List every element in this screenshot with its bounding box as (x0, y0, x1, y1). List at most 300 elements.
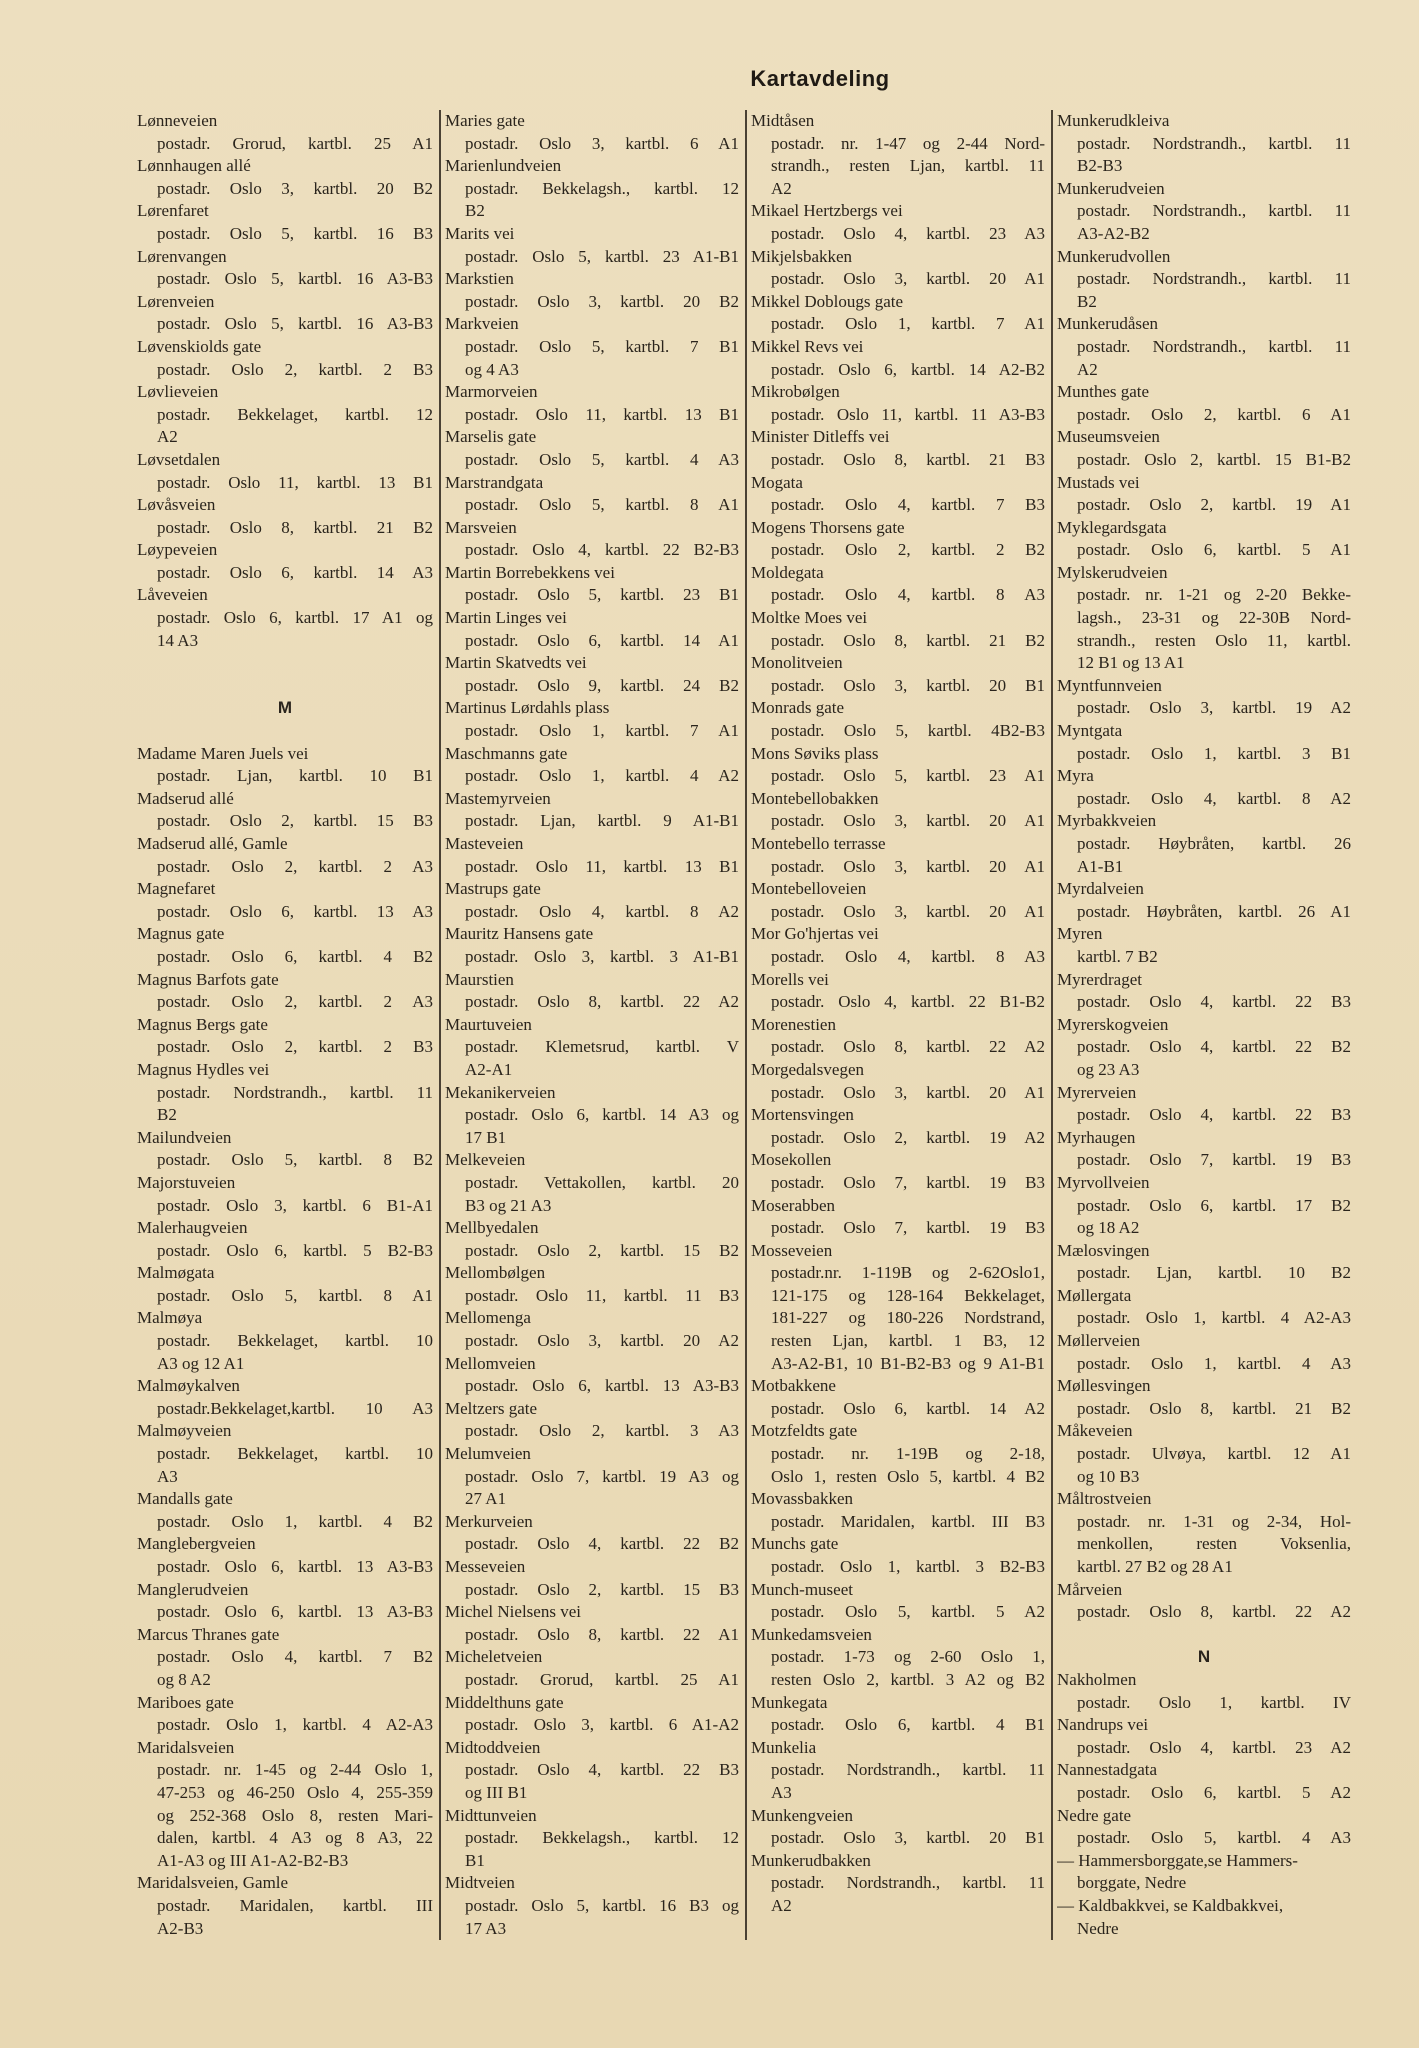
street-detail: postadr. Oslo 3, kartbl. 20 A1 (771, 269, 1045, 289)
street-detail: postadr. Oslo 6, kartbl. 14 A3 (157, 562, 433, 582)
street-detail: postadr. Bekkelaget, kartbl. 12 (157, 404, 433, 424)
street-detail: postadr. Oslo 8, kartbl. 21 B2 (771, 630, 1045, 650)
street-name: Mellomenga (445, 1308, 531, 1328)
street-name: Nedre gate (1057, 1805, 1132, 1825)
street-name: Midttunveien (445, 1805, 537, 1825)
street-name: Melkeveien (445, 1150, 526, 1170)
street-name: Munkerudvollen (1057, 246, 1171, 266)
street-detail: postadr.Bekkelaget,kartbl. 10 A3 (157, 1398, 433, 1418)
street-detail: postadr. Oslo 4, kartbl. 8 A2 (1077, 788, 1351, 808)
street-detail: postadr. Oslo 6, kartbl. 13 A3-B3 (157, 1557, 433, 1576)
street-detail: postadr. Oslo 3, kartbl. 20 B1 (771, 1828, 1045, 1848)
street-detail: postadr. Oslo 2, kartbl. 15 B1-B2 (1077, 449, 1351, 469)
street-name: Myren (1057, 924, 1103, 944)
street-name: Løvlieveien (137, 382, 219, 402)
street-name: Mosseveien (751, 1240, 833, 1260)
street-detail: postadr. Oslo 2, kartbl. 19 A1 (1077, 495, 1351, 515)
street-name: Maries gate (445, 111, 525, 130)
street-detail: A3-A2-B1, 10 B1-B2-B3 og 9 A1-B1 (771, 1353, 1045, 1373)
street-detail: A3 (157, 1466, 178, 1486)
street-detail: postadr. Oslo 4, kartbl. 23 A3 (771, 223, 1045, 243)
street-name: Mogens Thorsens gate (751, 517, 905, 537)
street-name: Martinus Lørdahls plass (445, 698, 610, 718)
street-name: Mellbyedalen (445, 1218, 539, 1238)
street-name: Myra (1057, 766, 1094, 786)
street-detail: postadr. Ulvøya, kartbl. 12 A1 (1077, 1444, 1351, 1464)
street-name: Mauritz Hansens gate (445, 924, 594, 944)
street-name: Movassbakken (751, 1489, 853, 1509)
street-detail: postadr. Oslo 2, kartbl. 3 A3 (465, 1421, 739, 1441)
street-name: Markveien (445, 314, 519, 334)
street-detail: postadr. Oslo 5, kartbl. 5 A2 (771, 1602, 1045, 1622)
street-detail: postadr. Oslo 8, kartbl. 21 B2 (1077, 1398, 1351, 1418)
street-name: Myrvollveien (1057, 1172, 1150, 1192)
street-detail: postadr. Oslo 1, kartbl. 3 B1 (1077, 743, 1351, 763)
street-name: Møllergata (1057, 1285, 1132, 1305)
street-detail: postadr. Nordstrandh., kartbl. 11 (771, 1760, 1045, 1780)
street-detail: postadr. 1-73 og 2-60 Oslo 1, (771, 1647, 1045, 1667)
street-detail: menkollen, resten Voksenlia, (1077, 1534, 1351, 1554)
column-1 (133, 110, 439, 1940)
street-name: Maschmanns gate (445, 743, 568, 763)
street-detail: postadr. Oslo 3, kartbl. 20 A1 (771, 811, 1045, 831)
street-detail: B2-B3 (1077, 156, 1123, 176)
street-detail: postadr. Oslo 6, kartbl. 13 A3 (157, 901, 433, 921)
street-name: Mustads vei (1057, 472, 1140, 492)
street-detail: postadr. Oslo 7, kartbl. 19 B3 (771, 1218, 1045, 1238)
street-detail: postadr. Oslo 3, kartbl. 20 B2 (465, 291, 739, 311)
street-name: Marstrandgata (445, 472, 544, 492)
street-detail: postadr. Grorud, kartbl. 25 A1 (465, 1669, 739, 1689)
street-name: — Hammersborggate,se Hammers- (1057, 1850, 1298, 1870)
street-detail: postadr. Oslo 5, kartbl. 16 B3 (157, 223, 433, 243)
street-name: Magnefaret (137, 879, 216, 899)
street-detail: postadr. Oslo 4, kartbl. 22 B2 (465, 1534, 739, 1554)
street-name: Manglebergveien (137, 1534, 256, 1554)
street-detail: postadr. Oslo 4, kartbl. 22 B2 (1077, 1037, 1351, 1057)
street-detail: postadr. Oslo 5, kartbl. 16 A3-B3 (157, 269, 433, 289)
street-detail: postadr. Oslo 3, kartbl. 19 A2 (1077, 698, 1351, 718)
street-detail: postadr. Oslo 6, kartbl. 14 A1 (465, 630, 739, 650)
street-name: Myntfunnveien (1057, 675, 1162, 695)
street-detail: postadr. Oslo 11, kartbl. 11 B3 (465, 1285, 739, 1305)
street-detail: postadr. Nordstrandh., kartbl. 11 (1077, 201, 1351, 221)
street-detail: postadr. Oslo 5, kartbl. 8 B2 (157, 1150, 433, 1170)
street-detail: postadr. Oslo 2, kartbl. 15 B3 (465, 1579, 739, 1599)
street-detail: postadr. nr. 1-21 og 2-20 Bekke- (1077, 585, 1351, 605)
street-detail: postadr. Nordstrandh., kartbl. 11 (1077, 133, 1351, 153)
street-detail: postadr. Bekkelagsh., kartbl. 12 (465, 1828, 739, 1848)
street-name: Malmøya (137, 1308, 203, 1328)
street-detail: postadr. Oslo 1, kartbl. 4 A2 (465, 766, 739, 786)
street-name: Morells vei (751, 969, 829, 989)
street-name: Marmorveien (445, 382, 538, 402)
street-detail: borggate, Nedre (1077, 1873, 1187, 1893)
street-detail: postadr. Grorud, kartbl. 25 A1 (157, 133, 433, 153)
street-name: Martin Borrebekkens vei (445, 562, 615, 582)
street-detail: postadr. Oslo 7, kartbl. 19 B3 (771, 1172, 1045, 1192)
street-detail: postadr. Oslo 11, kartbl. 11 A3-B3 (771, 404, 1045, 424)
street-detail: postadr. Oslo 1, kartbl. 4 A3 (1077, 1353, 1351, 1373)
street-detail: postadr. Oslo 5, kartbl. 8 A1 (157, 1285, 433, 1305)
street-detail: B2 (157, 1105, 177, 1125)
street-detail: postadr. Oslo 1, kartbl. 7 A1 (771, 314, 1045, 334)
street-detail: postadr. Oslo 2, kartbl. 2 A3 (157, 856, 433, 876)
street-detail: postadr. Oslo 4, kartbl. 7 B2 (157, 1647, 433, 1667)
street-name: Låveveien (137, 585, 208, 605)
street-index-columns (133, 110, 1363, 1940)
street-name: Midtveien (445, 1873, 515, 1893)
street-name: Lørenveien (137, 291, 215, 311)
street-detail: B1 (465, 1850, 485, 1870)
street-name: Nannestadgata (1057, 1760, 1158, 1780)
street-name: Manglerudveien (137, 1579, 249, 1599)
street-name: Monrads gate (751, 698, 845, 718)
page-header: Kartavdeling (750, 66, 890, 91)
street-detail: postadr. Oslo 5, kartbl. 7 B1 (465, 336, 739, 356)
street-detail: postadr. Oslo 2, kartbl. 2 A3 (157, 992, 433, 1012)
street-detail: postadr. Ljan, kartbl. 9 A1-B1 (465, 811, 739, 831)
street-name: Måltrostveien (1057, 1489, 1152, 1509)
street-name: Michel Nielsens vei (445, 1602, 581, 1622)
street-name: Mons Søviks plass (751, 743, 879, 763)
column-2 (439, 110, 745, 1940)
street-name: Montebello terrasse (751, 834, 886, 853)
street-detail: A3 (771, 1782, 792, 1802)
street-name: Munthes gate (1057, 382, 1150, 402)
street-detail: postadr. Oslo 4, kartbl. 23 A2 (1077, 1737, 1351, 1757)
street-name: Nandrups vei (1057, 1715, 1149, 1735)
street-name: Malmøgata (137, 1263, 215, 1283)
street-detail: 17 B1 (465, 1127, 507, 1147)
street-detail: og 4 A3 (465, 359, 519, 379)
street-name: Mor Go'hjertas vei (751, 924, 879, 944)
street-name: Midtoddveien (445, 1737, 541, 1757)
street-name: Mekanikerveien (445, 1082, 556, 1102)
street-name: Mogata (751, 472, 803, 492)
street-detail: postadr. Bekkelaget, kartbl. 10 (157, 1444, 433, 1464)
street-detail: postadr. Bekkelaget, kartbl. 10 (157, 1331, 433, 1351)
street-detail: B3 og 21 A3 (465, 1195, 552, 1215)
street-name: Munkerudkleiva (1057, 111, 1170, 130)
street-detail: postadr. Høybråten, kartbl. 26 A1 (1077, 901, 1351, 921)
street-detail: 17 A3 (465, 1918, 507, 1938)
street-name: Møllesvingen (1057, 1376, 1151, 1396)
street-name: Magnus Hydles vei (137, 1059, 270, 1079)
street-name: Mastrups gate (445, 879, 541, 899)
street-name: Møllerveien (1057, 1331, 1141, 1351)
street-detail: postadr. Oslo 4, kartbl. 22 B3 (1077, 1105, 1351, 1125)
street-detail: postadr. Klemetsrud, kartbl. V (465, 1037, 739, 1057)
street-name: Myrbakkveien (1057, 811, 1157, 831)
street-name: Morgedalsvegen (751, 1059, 864, 1079)
street-detail: postadr. Oslo 2, kartbl. 15 B2 (465, 1240, 739, 1260)
street-name: Munkerudbakken (751, 1850, 871, 1870)
street-detail: postadr. Oslo 6, kartbl. 13 A3-B3 (157, 1602, 433, 1622)
street-detail: postadr. Oslo 3, kartbl. 20 A1 (771, 1082, 1045, 1102)
street-name: Mailundveien (137, 1127, 232, 1147)
street-name: Magnus gate (137, 924, 225, 944)
street-name: Malmøykalven (137, 1376, 240, 1396)
street-detail: og III B1 (465, 1782, 528, 1802)
street-detail: A3 og 12 A1 (157, 1353, 245, 1373)
street-detail: 14 A3 (157, 630, 199, 650)
street-detail: postadr. nr. 1-19B og 2-18, (771, 1444, 1045, 1464)
street-detail: postadr. Oslo 6, kartbl. 5 B2-B3 (157, 1240, 433, 1260)
street-name: Martin Skatvedts vei (445, 653, 587, 673)
street-name: Mikkel Doblougs gate (751, 291, 904, 311)
street-detail: og 23 A3 (1077, 1059, 1140, 1079)
street-name: Maurtuveien (445, 1014, 532, 1034)
street-detail: postadr. Oslo 1, kartbl. 7 A1 (465, 721, 739, 741)
street-detail: postadr. Oslo 9, kartbl. 24 B2 (465, 675, 739, 695)
street-detail: B2 (1077, 291, 1097, 311)
street-detail: postadr. Oslo 11, kartbl. 13 B1 (465, 404, 739, 424)
street-name: Mælosvingen (1057, 1240, 1150, 1260)
street-name: Munkerudåsen (1057, 314, 1159, 334)
street-name: Messeveien (445, 1557, 526, 1576)
street-name: Motbakkene (751, 1376, 836, 1396)
street-name: Martin Linges vei (445, 608, 567, 628)
street-detail: postadr. Oslo 5, kartbl. 16 A3-B3 (157, 314, 433, 334)
street-detail: postadr. Høybråten, kartbl. 26 (1077, 834, 1351, 853)
street-detail: postadr. nr. 1-45 og 2-44 Oslo 1, (157, 1760, 433, 1780)
street-name: — Kaldbakkvei, se Kaldbakkvei, (1057, 1895, 1284, 1915)
street-name: Myrerveien (1057, 1082, 1137, 1102)
street-detail: postadr. Oslo 4, kartbl. 22 B3 (465, 1760, 739, 1780)
street-detail: A2 (1077, 359, 1098, 379)
street-detail: A2-B3 (157, 1918, 204, 1938)
street-detail: postadr. Oslo 1, kartbl. 4 A2-A3 (157, 1715, 433, 1735)
street-detail: resten Ljan, kartbl. 1 B3, 12 (771, 1331, 1045, 1351)
street-name: Magnus Bergs gate (137, 1014, 268, 1034)
street-name: Middelthuns gate (445, 1692, 564, 1712)
street-name: Moltke Moes vei (751, 608, 868, 628)
street-detail: postadr. Maridalen, kartbl. III (157, 1895, 433, 1915)
street-detail: postadr. Oslo 1, kartbl. 4 B2 (157, 1511, 433, 1531)
street-detail: postadr. Oslo 8, kartbl. 22 A2 (465, 992, 739, 1012)
street-detail: postadr. Oslo 5, kartbl. 23 A1 (771, 766, 1045, 786)
street-detail: postadr. Oslo 5, kartbl. 4 A3 (465, 449, 739, 469)
street-name: Maridalsveien, Gamle (137, 1873, 289, 1893)
street-name: Mariboes gate (137, 1692, 234, 1712)
street-detail: postadr. Oslo 3, kartbl. 20 B1 (771, 675, 1045, 695)
street-detail: postadr. Oslo 2, kartbl. 2 B3 (157, 1037, 433, 1057)
street-detail: postadr. Oslo 11, kartbl. 13 B1 (465, 856, 739, 876)
street-name: Munkedamsveien (751, 1624, 872, 1644)
street-name: Myrdalveien (1057, 879, 1144, 899)
street-name: Midtåsen (751, 111, 815, 130)
spacer (137, 675, 433, 698)
street-name: Magnus Barfots gate (137, 969, 279, 989)
street-detail: postadr. Oslo 7, kartbl. 19 B3 (1077, 1150, 1351, 1170)
street-name: Munkengveien (751, 1805, 853, 1825)
street-detail: postadr. Oslo 8, kartbl. 22 A2 (771, 1037, 1045, 1057)
street-name: Lønneveien (137, 111, 218, 130)
street-name: Malerhaugveien (137, 1218, 248, 1238)
street-name: Museumsveien (1057, 427, 1160, 447)
street-name: Myrhaugen (1057, 1127, 1136, 1147)
street-detail: dalen, kartbl. 4 A3 og 8 A3, 22 (157, 1828, 433, 1848)
street-name: Masteveien (445, 834, 524, 853)
street-name: Monolitveien (751, 653, 843, 673)
street-detail: postadr. Ljan, kartbl. 10 B1 (157, 766, 433, 786)
street-name: Munkelia (751, 1737, 817, 1757)
street-name: Mellombølgen (445, 1263, 546, 1283)
street-detail: Nedre (1077, 1918, 1119, 1938)
street-detail: postadr.nr. 1-119B og 2-62Oslo1, (771, 1263, 1045, 1283)
street-detail: postadr. Oslo 3, kartbl. 20 A1 (771, 901, 1045, 921)
street-name: Morenestien (751, 1014, 836, 1034)
street-detail: A2 (771, 1895, 792, 1915)
street-name: Løvsetdalen (137, 449, 221, 469)
street-detail: postadr. Oslo 3, kartbl. 6 B1-A1 (157, 1195, 433, 1215)
street-name: Maridalsveien (137, 1737, 235, 1757)
street-detail: postadr. Oslo 8, kartbl. 22 A2 (1077, 1602, 1351, 1622)
street-detail: lagsh., 23-31 og 22-30B Nord- (1077, 608, 1351, 628)
street-detail: B2 (465, 201, 485, 221)
street-name: Marcus Thranes gate (137, 1624, 280, 1644)
street-detail: postadr. Vettakollen, kartbl. 20 (465, 1172, 739, 1192)
street-detail: postadr. Oslo 4, kartbl. 22 B3 (1077, 992, 1351, 1012)
street-detail: postadr. Oslo 7, kartbl. 19 A3 og (465, 1466, 739, 1486)
section-letter: M (277, 698, 293, 718)
street-detail: postadr. Oslo 8, kartbl. 22 A1 (465, 1624, 739, 1644)
street-name: Lørenfaret (137, 201, 209, 221)
street-name: Myklegardsgata (1057, 517, 1167, 537)
street-name: Myrerskogveien (1057, 1014, 1169, 1034)
street-name: Moserabben (751, 1195, 836, 1215)
street-name: Løvenskiolds gate (137, 336, 262, 356)
street-name: Montebellobakken (751, 788, 879, 808)
street-detail: postadr. Oslo 6, kartbl. 14 A2-B2 (771, 359, 1045, 379)
street-name: Motzfeldts gate (751, 1421, 858, 1441)
spacer (137, 652, 433, 675)
street-detail: A2-A1 (465, 1059, 513, 1079)
street-name: Meltzers gate (445, 1398, 538, 1418)
street-detail: og 8 A2 (157, 1669, 211, 1689)
street-detail: postadr. Oslo 8, kartbl. 21 B2 (157, 517, 433, 537)
street-detail: postadr. Ljan, kartbl. 10 B2 (1077, 1263, 1351, 1283)
street-detail: 121-175 og 128-164 Bekkelaget, (771, 1285, 1045, 1305)
street-detail: postadr. Oslo 2, kartbl. 2 B2 (771, 540, 1045, 560)
street-name: Majorstuveien (137, 1172, 236, 1192)
street-name: Lørenvangen (137, 246, 227, 266)
street-detail: postadr. Oslo 6, kartbl. 5 A2 (1077, 1782, 1351, 1802)
street-name: Malmøyveien (137, 1421, 232, 1441)
street-name: Mikjelsbakken (751, 246, 853, 266)
street-detail: og 252-368 Oslo 8, resten Mari- (157, 1805, 433, 1825)
street-detail: postadr. Oslo 5, kartbl. 4 A3 (1077, 1828, 1351, 1848)
street-detail: postadr. Oslo 6, kartbl. 4 B1 (771, 1715, 1045, 1735)
street-name: Markstien (445, 269, 514, 289)
street-name: Mikael Hertzbergs vei (751, 201, 903, 221)
street-detail: postadr. Oslo 3, kartbl. 20 A1 (771, 856, 1045, 876)
street-detail: og 18 A2 (1077, 1218, 1140, 1238)
street-name: Merkurveien (445, 1511, 533, 1531)
street-detail: postadr. Oslo 4, kartbl. 22 B2-B3 (465, 540, 739, 560)
street-detail: strandh., resten Ljan, kartbl. 11 (771, 156, 1045, 176)
street-detail: postadr. Oslo 5, kartbl. 16 B3 og (465, 1895, 739, 1915)
street-detail: 12 B1 og 13 A1 (1077, 653, 1185, 673)
street-name: Munchs gate (751, 1534, 839, 1554)
column-3 (745, 110, 1051, 1940)
section-letter: N (1197, 1647, 1211, 1667)
street-detail: postadr. Oslo 5, kartbl. 8 A1 (465, 495, 739, 515)
street-detail: postadr. Oslo 8, kartbl. 21 B3 (771, 449, 1045, 469)
street-detail: postadr. Oslo 1, kartbl. 3 B2-B3 (771, 1557, 1045, 1576)
street-detail: postadr. Bekkelagsh., kartbl. 12 (465, 178, 739, 198)
street-detail: resten Oslo 2, kartbl. 3 A2 og B2 (771, 1669, 1045, 1689)
street-name: Moldegata (751, 562, 824, 582)
street-detail: postadr. Oslo 1, kartbl. 4 A2-A3 (1077, 1308, 1351, 1328)
street-name: Mortensvingen (751, 1105, 854, 1125)
street-detail: postadr. Oslo 1, kartbl. IV (1077, 1692, 1351, 1712)
street-detail: postadr. Oslo 3, kartbl. 20 A2 (465, 1331, 739, 1351)
street-name: Måkeveien (1057, 1421, 1133, 1441)
street-name: Marienlundveien (445, 156, 562, 176)
street-name: Micheletveien (445, 1647, 543, 1667)
street-name: Madserud allé, Gamle (137, 834, 288, 853)
street-detail: A1-B1 (1077, 856, 1124, 876)
street-detail: postadr. Nordstrandh., kartbl. 11 (771, 1873, 1045, 1893)
street-detail: postadr. Oslo 4, kartbl. 22 B1-B2 (771, 992, 1045, 1012)
street-name: Løvåsveien (137, 495, 216, 515)
street-name: Mellomveien (445, 1353, 536, 1373)
street-detail: 181-227 og 180-226 Nordstrand, (771, 1308, 1045, 1328)
street-detail: postadr. Maridalen, kartbl. III B3 (771, 1511, 1045, 1531)
street-detail: strandh., resten Oslo 11, kartbl. (1077, 630, 1351, 650)
street-detail: postadr. Oslo 6, kartbl. 17 A1 og (157, 608, 433, 628)
street-name: Mastemyrveien (445, 788, 551, 808)
street-detail: postadr. Oslo 2, kartbl. 6 A1 (1077, 404, 1351, 424)
street-detail: postadr. Oslo 11, kartbl. 13 B1 (157, 472, 433, 492)
street-detail: postadr. Oslo 4, kartbl. 8 A2 (465, 901, 739, 921)
street-detail: postadr. Oslo 5, kartbl. 23 B1 (465, 585, 739, 605)
street-name: Mosekollen (751, 1150, 832, 1170)
street-detail: postadr. Oslo 4, kartbl. 8 A3 (771, 946, 1045, 966)
street-detail: postadr. Oslo 3, kartbl. 3 A1-B1 (465, 946, 739, 966)
street-name: Madame Maren Juels vei (137, 743, 309, 763)
street-name: Montebelloveien (751, 879, 867, 899)
street-name: Marits vei (445, 223, 515, 243)
street-name: Myntgata (1057, 721, 1123, 741)
street-name: Munkegata (751, 1692, 828, 1712)
street-detail: postadr. Oslo 6, kartbl. 5 A1 (1077, 540, 1351, 560)
street-detail: kartbl. 7 B2 (1077, 946, 1158, 966)
street-detail: A2 (771, 178, 792, 198)
street-detail: kartbl. 27 B2 og 28 A1 (1077, 1557, 1233, 1576)
street-detail: A2 (157, 427, 178, 447)
street-detail: postadr. Oslo 6, kartbl. 14 A2 (771, 1398, 1045, 1418)
street-detail: 27 A1 (465, 1489, 507, 1509)
street-detail: postadr. Oslo 5, kartbl. 23 A1-B1 (465, 246, 739, 266)
street-name: Marselis gate (445, 427, 537, 447)
column-4 (1051, 110, 1357, 1940)
street-detail: postadr. Oslo 2, kartbl. 15 B3 (157, 811, 433, 831)
spacer (1057, 1624, 1351, 1647)
street-detail: postadr. nr. 1-31 og 2-34, Hol- (1077, 1511, 1351, 1531)
street-detail: postadr. Oslo 2, kartbl. 19 A2 (771, 1127, 1045, 1147)
street-name: Nakholmen (1057, 1669, 1137, 1689)
street-detail: postadr. Oslo 6, kartbl. 14 A3 og (465, 1105, 739, 1125)
street-detail: postadr. Oslo 6, kartbl. 4 B2 (157, 946, 433, 966)
street-name: Munch-museet (751, 1579, 853, 1599)
street-detail: A3-A2-B2 (1077, 223, 1150, 243)
street-name: Mikkel Revs vei (751, 336, 864, 356)
street-detail: postadr. Oslo 6, kartbl. 13 A3-B3 (465, 1376, 739, 1396)
street-name: Løypeveien (137, 540, 218, 560)
